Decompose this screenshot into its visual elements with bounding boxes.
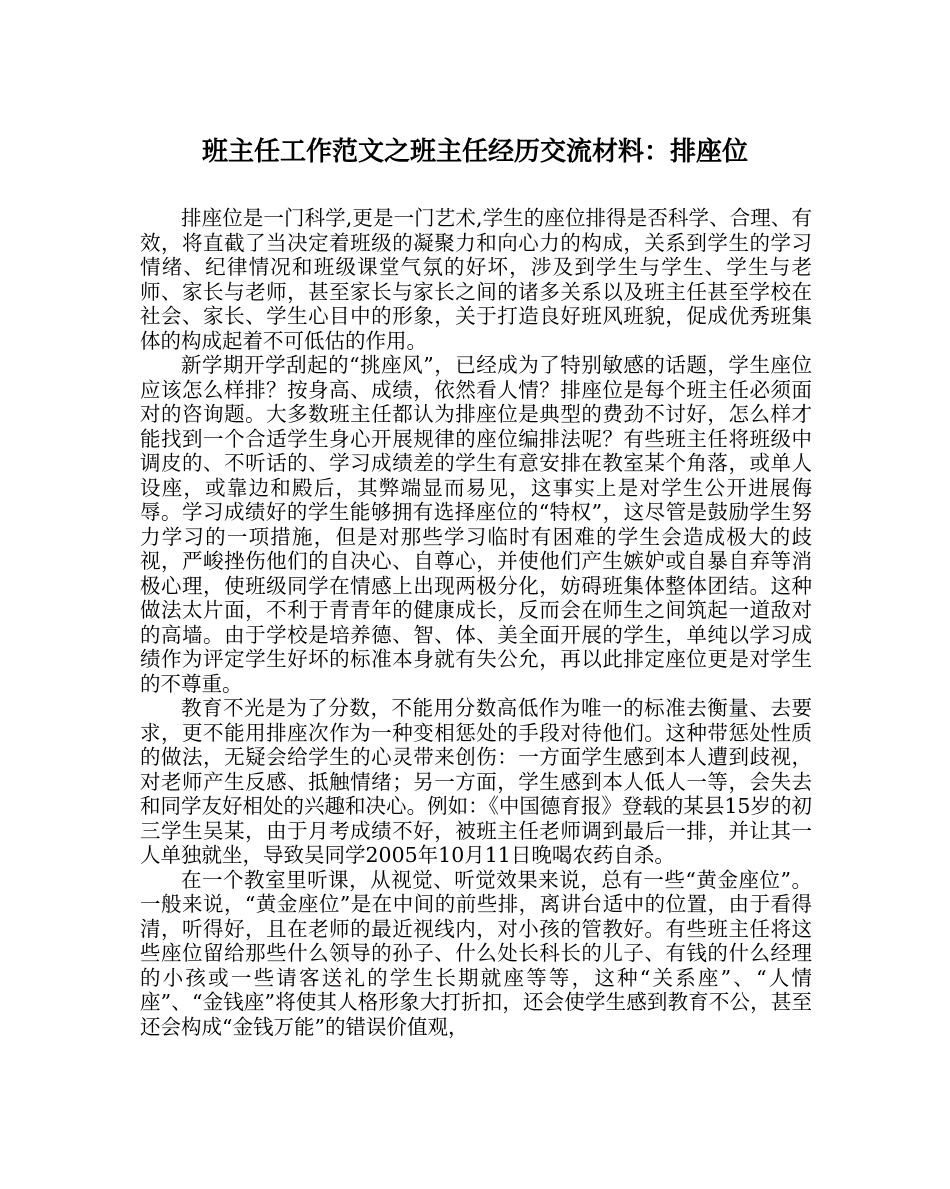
paragraph-seating-controversy: 新学期开学刮起的“挑座风”，已经成为了特别敏感的话题，学生座位应该怎么样排？按身高、成绩，依然看人情？排座位是每个班主任必须面对的咨询题。大多数班主任都认为排座位是典型的费劲不讨好，怎么样才能找到一个合适学生身心开展规律的座位编排法呢？有些班主任将班级中调皮的、不听话的、学习成绩差的学生有意安排在教室某个角落，或单人设座，或靠边和殿后，其弊端显而易见，这事实上是对学生公开进展侮辱。学习成绩好的学生能够拥有选择座位的“特权”，这尽管是鼓励学生努力学习的一项措施，但是对那些学习临时有困难的学生会造成极大的歧视，严峻挫伤他们的自决心、自尊心，并使他们产生嫉妒或自暴自弃等消极心理，使班级同学在情感上出现两极分化，妨碍班集体整体团结。这种做法太片面，不利于青青年的健康成长，反而会在师生之间筑起一道敌对的高墙。由于学校是培养德、智、体、美全面开展的学生，单纯以学习成绩作为评定学生好坏的标准本身就有失公允，再以此排定座位更是对学生的不尊重。 (140, 353, 812, 696)
paragraph-seating-intro: 排座位是一门科学,更是一门艺术,学生的座位排得是否科学、合理、有效，将直截了当决定着班级的凝聚力和向心力的构成，关系到学生的学习情绪、纪律情况和班级课堂气氛的好坏，涉及到学生与学生、学生与老师、家长与老师，甚至家长与家长之间的诸多关系以及班主任甚至学校在社会、家长、学生心目中的形象，关于打造良好班风班貌，促成优秀班集体的构成起着不可低估的作用。 (140, 206, 812, 353)
document-title: 班主任工作范文之班主任经历交流材料：排座位 (201, 137, 748, 167)
document-body (140, 206, 812, 1039)
paragraph-education-not-scores: 教育不光是为了分数，不能用分数高低作为唯一的标准去衡量、去要求，更不能用排座次作为一种变相惩处的手段对待他们。这种带惩处性质的做法，无疑会给学生的心灵带来创伤：一方面学生感到本人遭到歧视，对老师产生反感、抵触情绪；另一方面，学生感到本人低人一等，会失去和同学友好相处的兴趣和决心。例如：《中国德育报》登载的某县15岁的初三学生吴某，由于月考成绩不好，被班主任老师调到最后一排，并让其一人单独就坐，导致吴同学2005年10月11日晚喝农药自杀。 (140, 696, 812, 867)
paragraph-golden-seats: 在一个教室里听课，从视觉、听觉效果来说，总有一些“黄金座位”。一般来说，“黄金座位”是在中间的前些排，离讲台适中的位置，由于看得清，听得好，且在老师的最近视线内，对小孩的管教好。有些班主任将这些座位留给那些什么领导的孙子、什么处长科长的儿子、有钱的什么经理的小孩或一些请客送礼的学生长期就座等等，这种“关系座”、“人情座”、“金钱座”将使其人格形象大打折扣，还会使学生感到教育不公，甚至还会构成“金钱万能”的错误价值观， (140, 867, 812, 1039)
